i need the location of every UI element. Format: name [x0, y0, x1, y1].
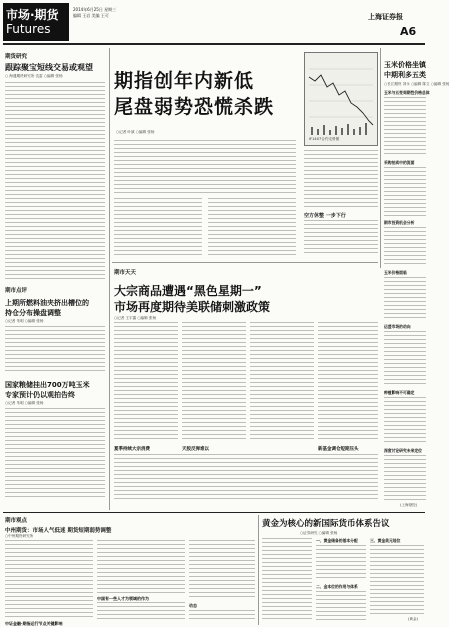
- right-footer-note: (上海财经): [400, 503, 418, 507]
- right-byline: ○长江期货 刘永 ○编辑 陈文 ○编辑 张杨: [384, 82, 449, 86]
- commodity-body-a: [114, 322, 178, 442]
- bottom-left-body-b: [97, 540, 185, 594]
- commodity-top-rule: [112, 262, 378, 263]
- commodity-sub1: 天胶反弹难以: [182, 447, 209, 452]
- bottom-left-byline: ○中州期货研究所: [5, 534, 34, 538]
- commodity-body-b: [182, 322, 246, 442]
- commodity-body-c: [250, 322, 314, 442]
- main-title-line1: 期指创年内新低: [114, 70, 255, 92]
- story2-kicker: 期市点评: [5, 288, 28, 294]
- bottom-right-body-b: [316, 545, 366, 581]
- right-body-1: [384, 97, 426, 157]
- commodity-title-line2: 市场再度期待美联储刺激政策: [114, 300, 271, 314]
- bottom-left-sub3: 动态: [189, 603, 197, 608]
- commodity-body-d: [318, 322, 378, 442]
- main-lead-body: [114, 140, 296, 196]
- index-chart-graphic: [305, 57, 377, 137]
- commodity-kicker: 期市天天: [114, 270, 137, 276]
- story1-byline: ○ 海通期货研究所 沈雷 ○编辑 张杨: [5, 74, 63, 78]
- right-body-5: [384, 331, 426, 387]
- story1-title: 跟踪聚宝短线交易或观望: [5, 63, 93, 72]
- col-divider-2: [380, 48, 381, 268]
- right-sub2: 采购拍卖中的流面: [384, 160, 415, 165]
- right-body-2: [384, 167, 426, 217]
- bottom-right-body-c: [316, 591, 366, 622]
- commodity-title-line1: 大宗商品遭遇“黑色星期一”: [114, 284, 262, 298]
- bottom-right-title: 黄金为核心的新国际货币体系告议: [262, 519, 390, 529]
- main-body-col-c: [304, 150, 378, 210]
- main-body-col-b: [208, 198, 296, 258]
- right-sub4: 玉米价格面临: [384, 270, 407, 275]
- story2-byline: ○记者 朱明 ○编辑 张杨: [5, 319, 44, 323]
- story3-title-line2: 专家预计仍以观拍告终: [5, 391, 75, 399]
- story1-kicker: 期货研究: [5, 54, 28, 60]
- masthead: [0, 0, 428, 46]
- index-chart: [304, 52, 378, 146]
- right-body-7: [384, 455, 426, 501]
- bottom-right-sub3: 三、黄金美元地位: [370, 538, 401, 543]
- bottom-left-body-d: [189, 540, 255, 600]
- right-sub1: 玉米与五变周期性价格总体: [384, 90, 430, 95]
- story2-title: 上期所燃料油夹挤出槽位的: [5, 299, 89, 307]
- bottom-left-sub1: 中国有一些人才为领域的作为: [97, 596, 149, 601]
- main-subhead: 空方休整 一步下行: [304, 213, 346, 219]
- col-divider-1: [109, 48, 110, 510]
- story3-byline: ○记者 朱明 ○编辑 张杨: [5, 401, 44, 405]
- main-body-col-a: [114, 198, 202, 258]
- bottom-right-body-a: [262, 538, 312, 622]
- main-byline: ○记者 叶斌 ○编辑 张杨: [116, 130, 155, 134]
- story3-title: 国家粮储挂出700万吨玉米: [5, 381, 90, 389]
- right-body-6: [384, 397, 426, 445]
- bottom-left-body-a: [5, 540, 93, 620]
- commodity-byline: ○记者 王宇露 ○编辑 张杨: [114, 316, 157, 320]
- commodity-body-e: [114, 454, 378, 502]
- right-sub5: 运盛市场的动向: [384, 324, 411, 329]
- right-title-line1: 玉米价格坐镇: [384, 61, 426, 69]
- bottom-right-byline: ○证券研究 ○编辑 张杨: [300, 531, 338, 535]
- bottom-left-sub2: 中证金融·期指运行节点关键影响: [5, 621, 63, 626]
- section-title-en: Futures: [6, 22, 51, 36]
- bottom-band-rule: [3, 512, 425, 513]
- commodity-sub2: 夏季持续大宗消费: [114, 447, 150, 452]
- story3-body: [5, 408, 105, 498]
- right-sub3: 期市投资机会分析: [384, 220, 415, 225]
- right-body-4: [384, 277, 426, 321]
- story1-body: [5, 82, 105, 184]
- brand-name: 上海证券报: [368, 13, 403, 21]
- editor-line: 编辑 王岩 美编 王可: [73, 13, 109, 18]
- right-sub7: 深度讨论研究未来定位: [384, 448, 422, 453]
- bottom-left-kicker: 期市观点: [5, 518, 28, 524]
- bottom-right-footer-note: (黄金): [408, 617, 418, 621]
- left-column-body-lower: [5, 186, 105, 280]
- main-title-line2: 尾盘弱势恐慌杀跌: [114, 96, 275, 118]
- bottom-left-title: 中州期货：市场人气低迷 期货短期弱势调整: [5, 528, 112, 534]
- page-number: A6: [400, 25, 417, 38]
- story2-body: [5, 326, 105, 374]
- right-sub6: 种植影响不可确定: [384, 390, 415, 395]
- main-body-col-d: [304, 220, 378, 256]
- bottom-right-body-d: [370, 545, 424, 615]
- story2-title-line2: 持仓分布操盘调整: [5, 309, 61, 317]
- main-story: [112, 48, 300, 258]
- bottom-divider: [258, 515, 259, 625]
- bottom-right-sub1: 一、黄金储备的基本分配: [316, 538, 358, 543]
- right-title-line2: 中期利多五类: [384, 71, 426, 79]
- bottom-left-body-e: [189, 610, 255, 622]
- chart-price-line: [309, 75, 373, 125]
- section-title-cn: 市场·期货: [6, 8, 59, 22]
- chart-caption: IF1407合约走势图: [309, 137, 340, 141]
- date-line: 2014年6月25日 星期三: [73, 7, 117, 12]
- bottom-left-body-c: [97, 602, 185, 620]
- commodity-sub3: 新基金调仓短期压头: [318, 447, 359, 452]
- right-body-3: [384, 227, 426, 267]
- masthead-rule: [3, 43, 425, 45]
- bottom-right-sub2: 二、金本位的作用与体系: [316, 584, 358, 589]
